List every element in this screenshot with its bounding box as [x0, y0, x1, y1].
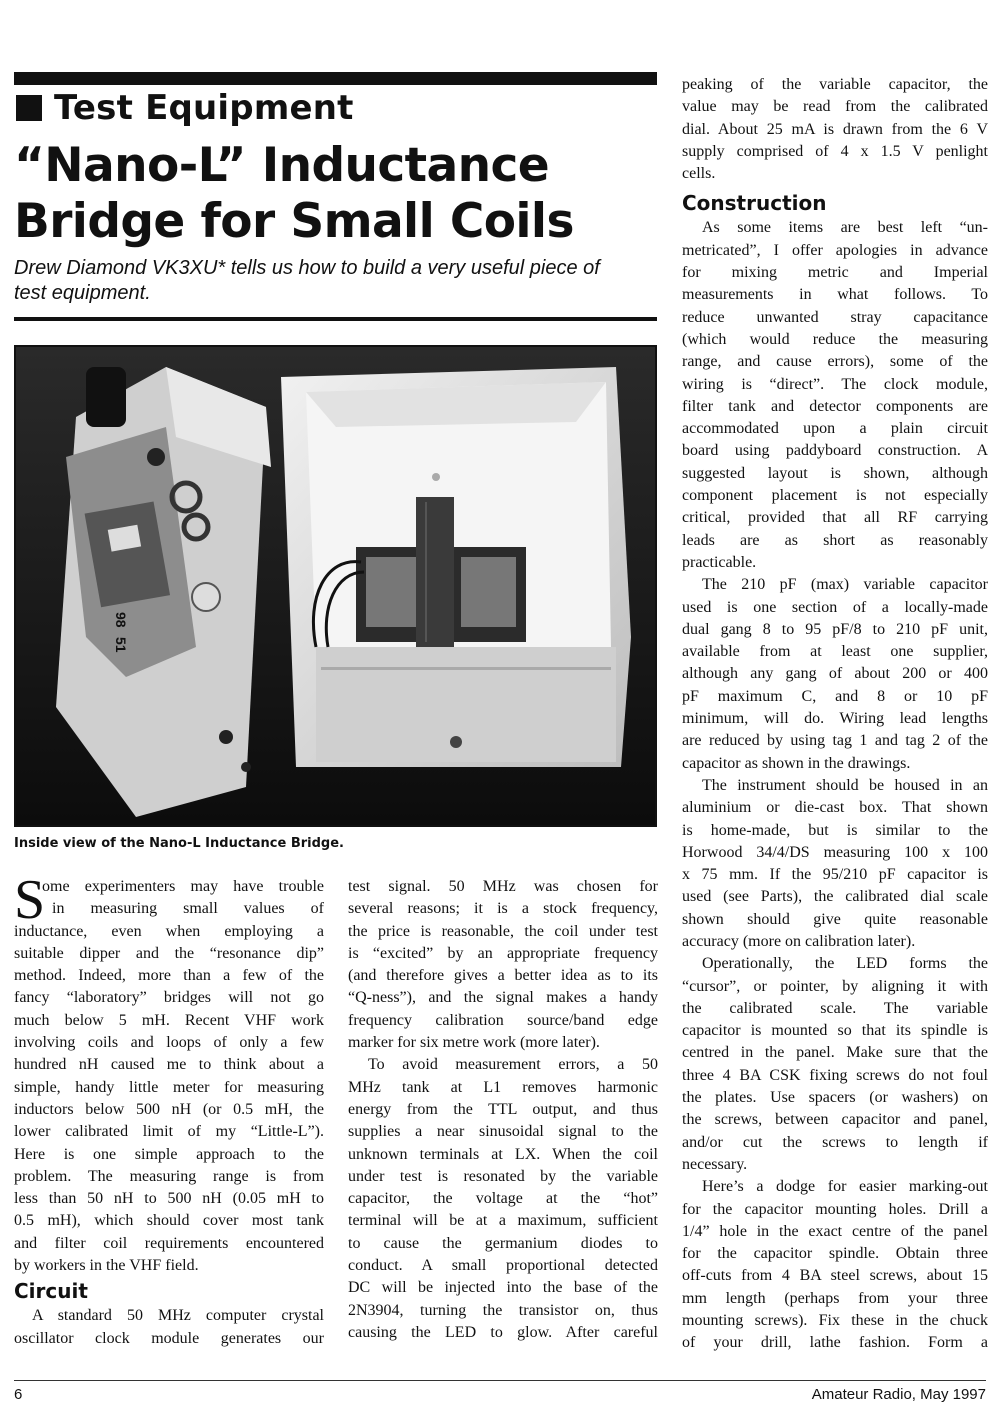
section-label: Test Equipment [54, 88, 354, 128]
text-line: x 75 mm. If the 95/210 pF capacitor is [682, 866, 988, 884]
text-line: oscillator clock module generates our [14, 1329, 324, 1347]
text-line: inductors below 500 nH (or 0.5 mH, the [14, 1100, 324, 1118]
text-line: 1/4” hole in the exact centre of the panel [682, 1222, 988, 1240]
text-line: frequency calibration source/band edge [348, 1011, 658, 1029]
text-line: “cursor”, or pointer, by aligning it with [682, 977, 988, 995]
section-heading-circuit: Circuit [14, 1279, 88, 1304]
text-line: component placement is not especially [682, 487, 988, 505]
text-line: mm length (perhaps from your three [682, 1289, 988, 1307]
text-line: unknown terminals at LX. When the coil [348, 1145, 658, 1163]
text-line: capacitor, the voltage at the “hot” [348, 1190, 658, 1208]
article-standfirst [14, 256, 664, 306]
text-line: hundred nH caused me to think about a [14, 1056, 324, 1074]
text-line: A standard 50 MHz computer crystal [32, 1307, 324, 1325]
text-line: for the capacitor mounting holes. Drill a [682, 1200, 988, 1218]
text-line: used is one section of a locally-made [682, 598, 988, 616]
page-number: 6 [14, 1386, 23, 1403]
text-line: are reduced by using tag 1 and tag 2 of the [682, 732, 988, 750]
text-line: reduce unwanted stray capacitance [682, 308, 988, 326]
text-line: Here’s a dodge for easier marking-out [702, 1178, 988, 1196]
text-line: necessary. [682, 1155, 748, 1173]
text-line: marker for six metre work (more later). [348, 1034, 600, 1052]
panel-mark: 98 [113, 612, 129, 628]
text-line: peaking of the variable capacitor, the [682, 76, 988, 93]
text-line: aluminium or die-cast box. That shown [682, 799, 988, 817]
text-line: three 4 BA CSK fixing screws do not foul [682, 1066, 988, 1084]
standfirst-line: test equipment. [14, 282, 151, 304]
text-line: conduct. A small proportional detected [348, 1257, 658, 1275]
section-heading-construction: Construction [682, 191, 827, 216]
text-line: for mixing metric and Imperial [682, 264, 988, 282]
text-line: dual gang 8 to 95 pF/8 to 210 pF unit, [682, 620, 988, 638]
text-line: several reasons; it is a stock frequency, [348, 900, 658, 918]
text-line: mounting screws). Fix these in the chuck [682, 1312, 988, 1330]
text-line: and/or cut the screws to length if [682, 1133, 988, 1151]
text-line: MHz tank at L1 removes harmonic [348, 1078, 658, 1096]
text-line: board using paddyboard construction. A [682, 442, 988, 460]
drop-cap: S [14, 869, 46, 931]
photo-illustration [16, 347, 655, 825]
text-line: leads are as short as reasonably [682, 531, 988, 549]
column-1 [14, 876, 324, 1350]
text-line: “Q-ness”), and the signal makes a handy [348, 989, 658, 1007]
text-line: the calibrated scale. The variable [682, 999, 988, 1017]
text-line: the price is reasonable, the coil under test [348, 922, 658, 940]
text-line: of your drill, lathe fashion. Form a [682, 1334, 988, 1352]
text-line: wiring is “direct”. The clock module, [682, 375, 988, 393]
text-line: The 210 pF (max) variable capacitor [702, 576, 988, 594]
text-line: Here is one simple approach to the [14, 1145, 324, 1163]
text-line: under test is resonated by the variable [348, 1167, 658, 1185]
text-line: used (see Parts), the calibrated dial scale [682, 888, 988, 906]
text-line: much below 5 mH. Recent VHF work [14, 1011, 324, 1029]
column-3 [682, 74, 988, 1355]
text-line: 2N3904, turning the transistor on, thus [348, 1301, 658, 1319]
text-line: DC will be injected into the base of the [348, 1279, 658, 1297]
text-line: As some items are best left “un- [702, 219, 988, 237]
text-line: (which would reduce the measuring [682, 330, 988, 348]
standfirst-line: Drew Diamond VK3XU* tells us how to build a very useful piece of [14, 257, 600, 279]
text-line: Horwood 34/4/DS measuring 100 x 100 [682, 843, 988, 861]
text-line: causing the LED to glow. After careful [348, 1323, 658, 1341]
text-line: shown should give quite reasonable [682, 910, 988, 928]
text-line: by workers in the VHF field. [14, 1257, 199, 1275]
text-line: method. Indeed, more than a few of the [14, 967, 324, 985]
text-line: energy from the TTL output, and thus [348, 1100, 658, 1118]
text-line: dial. About 25 mA is drawn from the 6 V [682, 120, 988, 138]
text-line: 0.5 mH), which should cover most tank [14, 1212, 324, 1230]
text-line: fancy “laboratory” bridges will not go [14, 989, 324, 1007]
text-line: is home-made, but is similar to the [682, 821, 988, 839]
section-bullet [16, 95, 42, 121]
text-line: centred in the panel. Make sure that the [682, 1044, 988, 1062]
text-line: filter tank and detector components are [682, 397, 988, 415]
text-line: The instrument should be housed in an [702, 776, 988, 794]
text-line: problem. The measuring range is from [14, 1167, 324, 1185]
top-rule [14, 72, 657, 85]
text-line: suitable dipper and the “resonance dip” [14, 944, 324, 962]
text-line: (and therefore gives a better idea as to its [348, 967, 658, 985]
text-line: although any gang of about 200 or 400 [682, 665, 988, 683]
header-rule [14, 317, 657, 321]
text-line: measurements in what follows. To [682, 286, 988, 304]
text-line: value may be read from the calibrated [682, 98, 988, 116]
photo-caption: Inside view of the Nano-L Inductance Bridge. [14, 836, 344, 851]
text-line: capacitor as shown in the drawings. [682, 754, 911, 772]
text-line: supplies a near sinusoidal signal to the [348, 1123, 658, 1141]
magazine-issue: Amateur Radio, May 1997 [811, 1386, 986, 1403]
text-line: less than 50 nH to 500 nH (0.05 mH to [14, 1190, 324, 1208]
title-line: “Nano-L” Inductance [14, 138, 550, 193]
text-line: the screws, between capacitor and panel, [682, 1111, 988, 1129]
footer-rule [14, 1380, 986, 1381]
text-line: is “excited” by an appropriate frequency [348, 944, 658, 962]
text-line: to cause the germanium diodes to [348, 1234, 658, 1252]
text-line: accommodated upon a plain circuit [682, 420, 988, 438]
column-2 [348, 876, 658, 1344]
section-heading [16, 88, 354, 128]
text-line: suggested layout is shown, although [682, 464, 988, 482]
text-line: pF maximum C, and 8 or 10 pF [682, 687, 988, 705]
text-line: supply comprised of 4 x 1.5 V penlight [682, 142, 988, 160]
text-line: the plates. Use spacers (or washers) on [682, 1089, 988, 1107]
text-line: simple, handy little meter for measuring [14, 1078, 324, 1096]
text-line: capacitor is mounted so that its spindle is [682, 1022, 988, 1040]
text-line: To avoid measurement errors, a 50 [368, 1056, 658, 1074]
text-line: metricated”, I offer apologies in advance [682, 241, 988, 259]
text-line: range, and cause errors), some of the [682, 353, 988, 371]
title-line: Bridge for Small Coils [14, 194, 574, 249]
text-line: cells. [682, 165, 716, 183]
text-line: terminal will be at a maximum, sufficient [348, 1212, 658, 1230]
text-line: test signal. 50 MHz was chosen for [348, 878, 658, 895]
text-line: available from at least one supplier, [682, 643, 988, 661]
text-line: critical, provided that all RF carrying [682, 509, 988, 527]
article-title [14, 138, 664, 250]
text-line: accuracy (more on calibration later). [682, 932, 916, 950]
text-line: practicable. [682, 553, 757, 571]
text-line: in measuring small values of [52, 900, 324, 918]
panel-mark: 51 [113, 637, 129, 653]
text-line: involving coils and loops of only a few [14, 1034, 324, 1052]
bridge-photo [14, 345, 657, 827]
text-line: Operationally, the LED forms the [702, 955, 988, 973]
text-line: for the capacitor spindle. Obtain three [682, 1245, 988, 1263]
text-line: minimum, will do. Wiring lead lengths [682, 710, 988, 728]
text-line: inductance, even when employing a [14, 922, 324, 940]
text-line: and filter coil requirements encountered [14, 1234, 324, 1252]
text-line: lower calibrated limit of my “Little-L”). [14, 1123, 324, 1141]
text-line: off-cuts from 4 BA steel screws, about 15 [682, 1267, 988, 1285]
text-line: ome experimenters may have trouble [42, 878, 324, 895]
